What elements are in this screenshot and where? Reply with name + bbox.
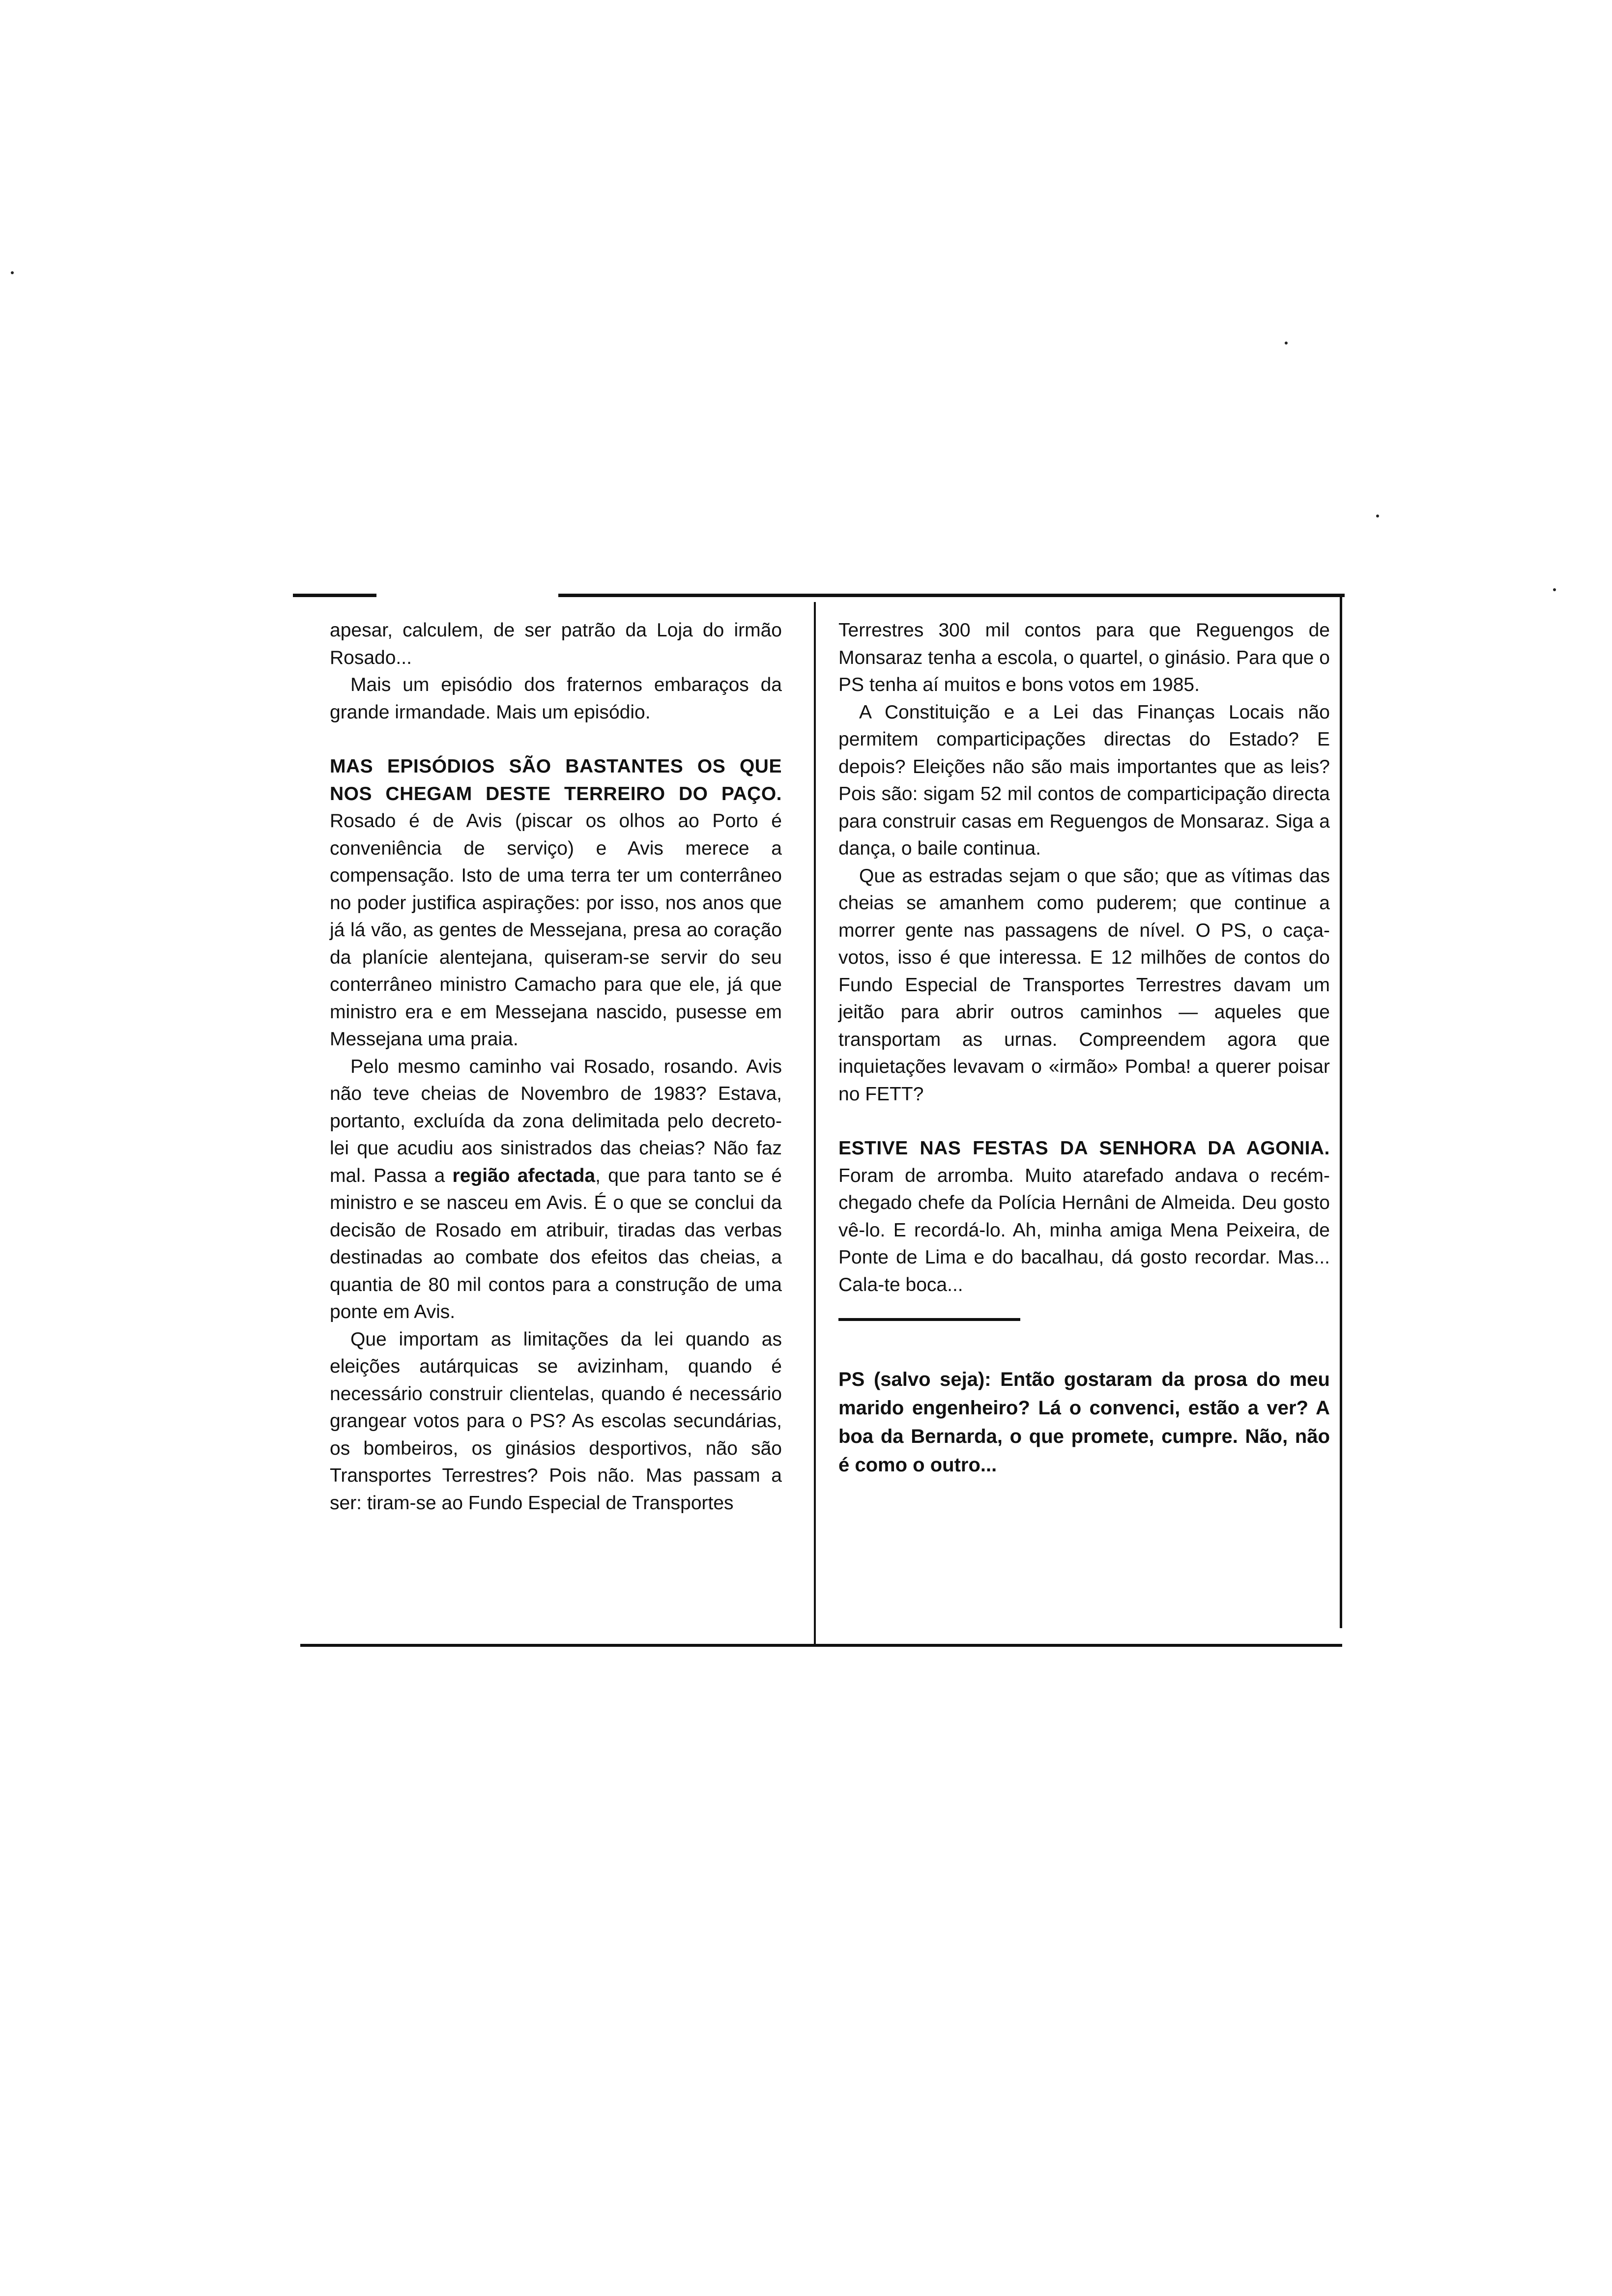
paragraph-text: Pelo mesmo caminho vai Rosado, rosando. Avis não teve cheias de Novembro de 1983? Estava, portanto, excluída da zona delimitada pelo decreto-lei que acudiu aos sinistrados das cheias? Não faz mal. Passa a bbox=[330, 1056, 782, 1186]
right-border bbox=[1340, 596, 1342, 1628]
section-lead: ESTIVE NAS FESTAS DA SENHORA DA AGONIA. bbox=[838, 1138, 1330, 1159]
short-rule bbox=[838, 1318, 1020, 1321]
top-rule-gap bbox=[376, 592, 558, 599]
paragraph bbox=[330, 753, 782, 1053]
left-column bbox=[330, 617, 782, 1517]
right-column bbox=[838, 617, 1330, 1479]
paragraph: Mais um episódio dos fraternos embaraços da grande irmandade. Mais um episódio. bbox=[330, 674, 782, 723]
ps-note: PS (salvo seja): Então gostaram da prosa do meu marido engenheiro? Lá o convenci, estão a ver? A boa da Bernarda, o que promete, cumpre. Não, não é como o outro... bbox=[838, 1369, 1330, 1476]
bottom-rule bbox=[300, 1644, 1342, 1647]
scan-speck bbox=[1553, 588, 1556, 591]
paragraph-text: , que para tanto se é ministro e se nasceu em Avis. É o que se conclui da decisão de Rosado em atribuir, tiradas das verbas destinadas ao combate dos efeitos das cheias, a quantia de 80 mil contos para a construção de uma ponte em Avis. bbox=[330, 1165, 782, 1322]
scan-speck bbox=[11, 271, 14, 274]
newspaper-clipping bbox=[293, 582, 1345, 1668]
paragraph-text: Foram de arromba. Muito atarefado andava o recém-chegado chefe da Polícia Hernâni de Almeida. Deu gosto vê-lo. E recordá-lo. Ah, minha amiga Mena Peixeira, de Ponte de Lima e do bacalhau, dá gosto recordar. Mas... Cala-te boca... bbox=[838, 1165, 1330, 1295]
paragraph: Terrestres 300 mil contos para que Reguengos de Monsaraz tenha a escola, o quartel, o ginásio. Para que o PS tenha aí muitos e bons votos em 1985. bbox=[838, 620, 1330, 695]
scan-speck bbox=[1376, 515, 1379, 517]
paragraph bbox=[838, 1135, 1330, 1298]
scan-speck bbox=[1285, 342, 1288, 344]
column-divider bbox=[814, 602, 816, 1646]
paragraph: Que importam as limitações da lei quando as eleições autárquicas se avizinham, quando é necessário construir clientelas, quando é necessário grangear votos para o PS? As escolas secundárias, os bombeiros, os ginásios desportivos, não são Transportes Terrestres? Pois não. Mas passam a ser: tiram-se ao Fundo Especial de Transportes bbox=[330, 1328, 782, 1514]
paragraph-text: Rosado é de Avis (piscar os olhos ao Porto é conveniência de serviço) e Avis merece a compensação. Isto de uma terra ter um conterrâneo no poder justifica aspirações: por isso, nos anos que já lá vão, as gentes de Messejana, presa ao coração da planície alentejana, quiseram-se servir do seu conterrâneo ministro Camacho para que ele, já que ministro era e em Messejana nascido, pusesse em Messejana uma praia. bbox=[330, 810, 782, 1050]
paragraph: A Constituição e a Lei das Finanças Locais não permitem comparticipações directas do Estado? E depois? Eleições não são mais importantes que as leis? Pois são: sigam 52 mil contos de comparticipação directa para construir casas em Reguengos de Monsaraz. Siga a dança, o baile continua. bbox=[838, 701, 1330, 859]
bold-phrase: região afectada bbox=[452, 1165, 596, 1186]
paragraph: Que as estradas sejam o que são; que as vítimas das cheias se amanhem como puderem; que continue a morrer gente nas passagens de nível. O PS, o caça-votos, isso é que interessa. E 12 milhões de contos do Fundo Especial de Transportes Terrestres davam um jeitão para abrir outros caminhos — aqueles que transportam as urnas. Compreendem agora que inquietações levavam o «irmão» Pomba! a querer poisar no FETT? bbox=[838, 865, 1330, 1105]
section-lead: MAS EPISÓDIOS SÃO BASTANTES OS QUE NOS CHEGAM DESTE TERREIRO DO PAÇO. bbox=[330, 756, 782, 804]
paragraph bbox=[330, 1053, 782, 1326]
paragraph: apesar, calculem, de ser patrão da Loja do irmão Rosado... bbox=[330, 620, 782, 668]
